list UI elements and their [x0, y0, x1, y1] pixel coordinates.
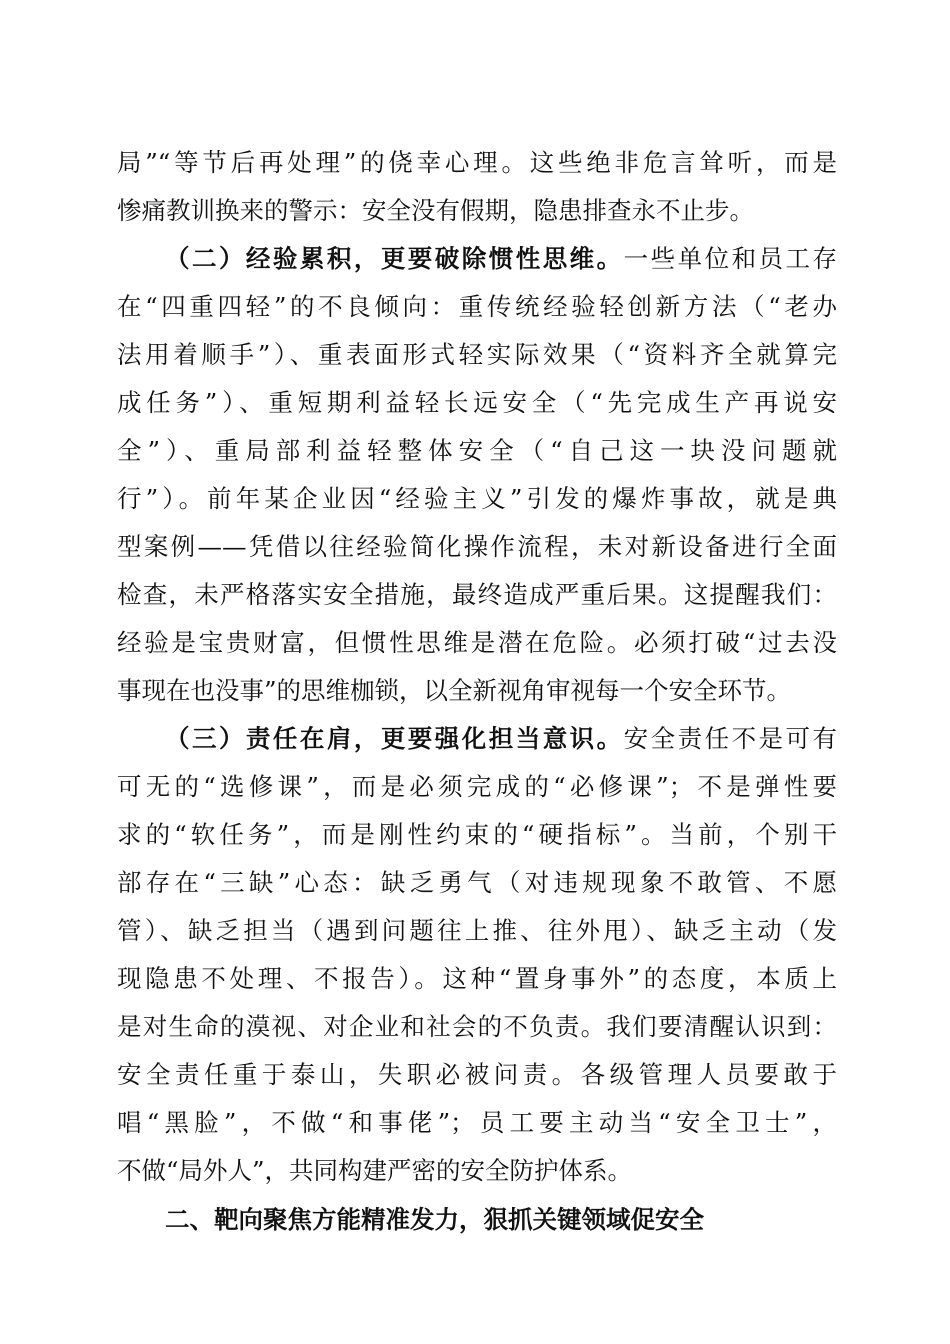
paragraph-line: 行”）。前年某企业因“经验主义”引发的爆炸事故，就是典	[117, 484, 837, 513]
paragraph-line: 唱“黑脸”，不做“和事佬”；员工要主动当“安全卫士”，	[117, 1108, 837, 1137]
paragraph-line: 经验是宝贵财富，但惯性思维是潜在危险。必须打破“过去没	[117, 628, 837, 657]
paragraph-line: 法用着顺手”）、重表面形式轻实际效果（“资料齐全就算完	[117, 340, 837, 369]
paragraph-line: 检查，未严格落实安全措施，最终造成严重后果。这提醒我们：	[117, 580, 837, 609]
paragraph-lead-line	[165, 715, 837, 763]
paragraph-line: 可无的“选修课”，而是必须完成的“必修课”；不是弹性要	[117, 772, 837, 801]
paragraph-line: 全”）、重局部利益轻整体安全（“自己这一块没问题就	[117, 436, 837, 465]
paragraph-line: 部存在“三缺”心态：缺乏勇气（对违规现象不敢管、不愿	[117, 868, 837, 897]
paragraph-line: 求的“软任务”，而是刚性约束的“硬指标”。当前，个别干	[117, 820, 837, 849]
section-heading: 二、靶向聚焦方能精准发力，狠抓关键领域促安全	[165, 1205, 704, 1234]
lead-text: 安全责任不是可有	[623, 724, 838, 753]
subheading-bold: （三）责任在肩，更要强化担当意识。	[165, 724, 624, 753]
paragraph-line: 惨痛教训换来的警示：安全没有假期，隐患排查永不止步。	[117, 196, 754, 225]
paragraph-line: 局”“等节后再处理”的侥幸心理。这些绝非危言耸听，而是	[117, 148, 837, 177]
paragraph-line: 在“四重四轻”的不良倾向：重传统经验轻创新方法（“老办	[117, 292, 837, 321]
lead-text: 一些单位和员工存	[623, 244, 838, 273]
paragraph-line: 型案例——凭借以往经验简化操作流程，未对新设备进行全面	[117, 532, 837, 561]
paragraph-line: 是对生命的漠视、对企业和社会的不负责。我们要清醒认识到：	[117, 1012, 837, 1041]
paragraph-line: 事现在也没事”的思维枷锁，以全新视角审视每一个安全环节。	[117, 676, 792, 705]
paragraph-line: 安全责任重于泰山，失职必被问责。各级管理人员要敢于	[117, 1060, 837, 1089]
paragraph-line: 管）、缺乏担当（遇到问题往上推、往外甩）、缺乏主动（发	[117, 916, 837, 945]
paragraph-line: 不做“局外人”，共同构建严密的安全防护体系。	[117, 1156, 633, 1185]
paragraph-lead-line	[165, 235, 837, 283]
subheading-bold: （二）经验累积，更要破除惯性思维。	[165, 244, 624, 273]
paragraph-line: 成任务”）、重短期利益轻长远安全（“先完成生产再说安	[117, 388, 837, 417]
paragraph-line: 现隐患不处理、不报告）。这种“置身事外”的态度，本质上	[117, 964, 837, 993]
